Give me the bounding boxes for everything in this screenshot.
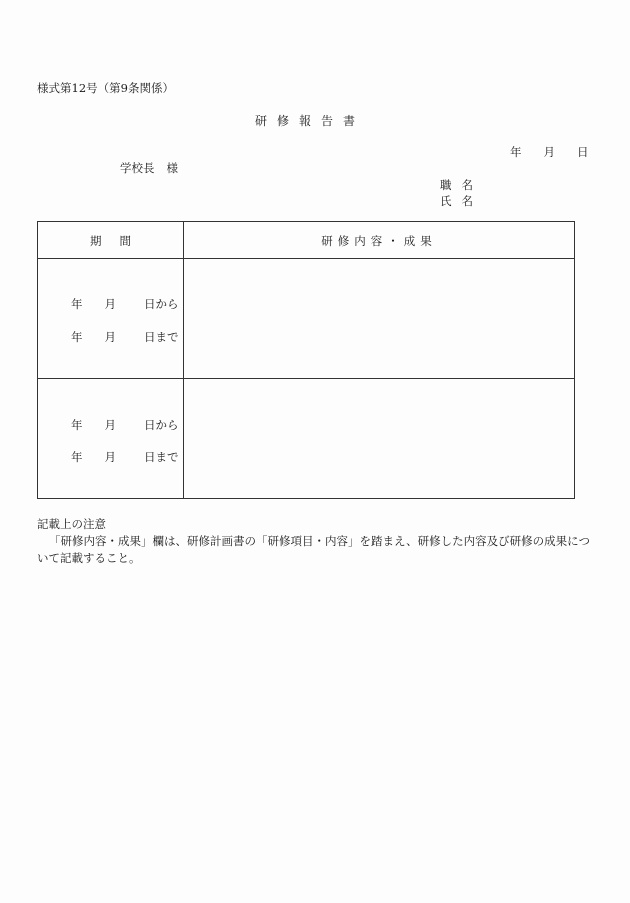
row-divider [38, 258, 574, 259]
date-year-label: 年 [510, 145, 522, 159]
column-divider [183, 222, 184, 498]
notes-body: 「研修内容・成果」欄は、研修計画書の「研修項目・内容」を踏まえ、研修した内容及び研修の成果について記載すること。 [37, 534, 590, 565]
notes-heading: 記載上の注意 [37, 517, 106, 531]
period-day-label: 日から [144, 297, 179, 311]
date-month-label: 月 [543, 145, 555, 159]
table-header-period: 期間 [90, 234, 149, 248]
form-number: 様式第12号（第9条関係） [37, 81, 174, 95]
addressee-name: 学校長 [120, 161, 155, 175]
period-day-label: 日まで [144, 330, 179, 344]
period-year-label: 年 [71, 297, 83, 311]
period-year-label: 年 [71, 450, 83, 464]
report-table [37, 221, 575, 499]
period-to-line [71, 449, 179, 465]
period-day-label: 日まで [144, 450, 179, 464]
period-month-label: 月 [104, 297, 116, 311]
name-label: 氏名 [440, 194, 483, 208]
period-from-line [71, 296, 179, 312]
addressee-honorific: 様 [166, 161, 178, 175]
period-year-label: 年 [71, 330, 83, 344]
date-line [510, 144, 589, 160]
document-title: 研修報告書 [255, 114, 366, 128]
row-divider [38, 378, 574, 379]
period-year-label: 年 [71, 418, 83, 432]
period-month-label: 月 [104, 418, 116, 432]
period-month-label: 月 [104, 450, 116, 464]
date-day-label: 日 [577, 145, 589, 159]
period-day-label: 日から [144, 418, 179, 432]
position-label: 職名 [440, 178, 483, 192]
period-from-line [71, 417, 179, 433]
table-header-content: 研修内容・成果 [321, 234, 437, 248]
addressee [120, 160, 178, 176]
period-month-label: 月 [104, 330, 116, 344]
period-to-line [71, 329, 179, 345]
